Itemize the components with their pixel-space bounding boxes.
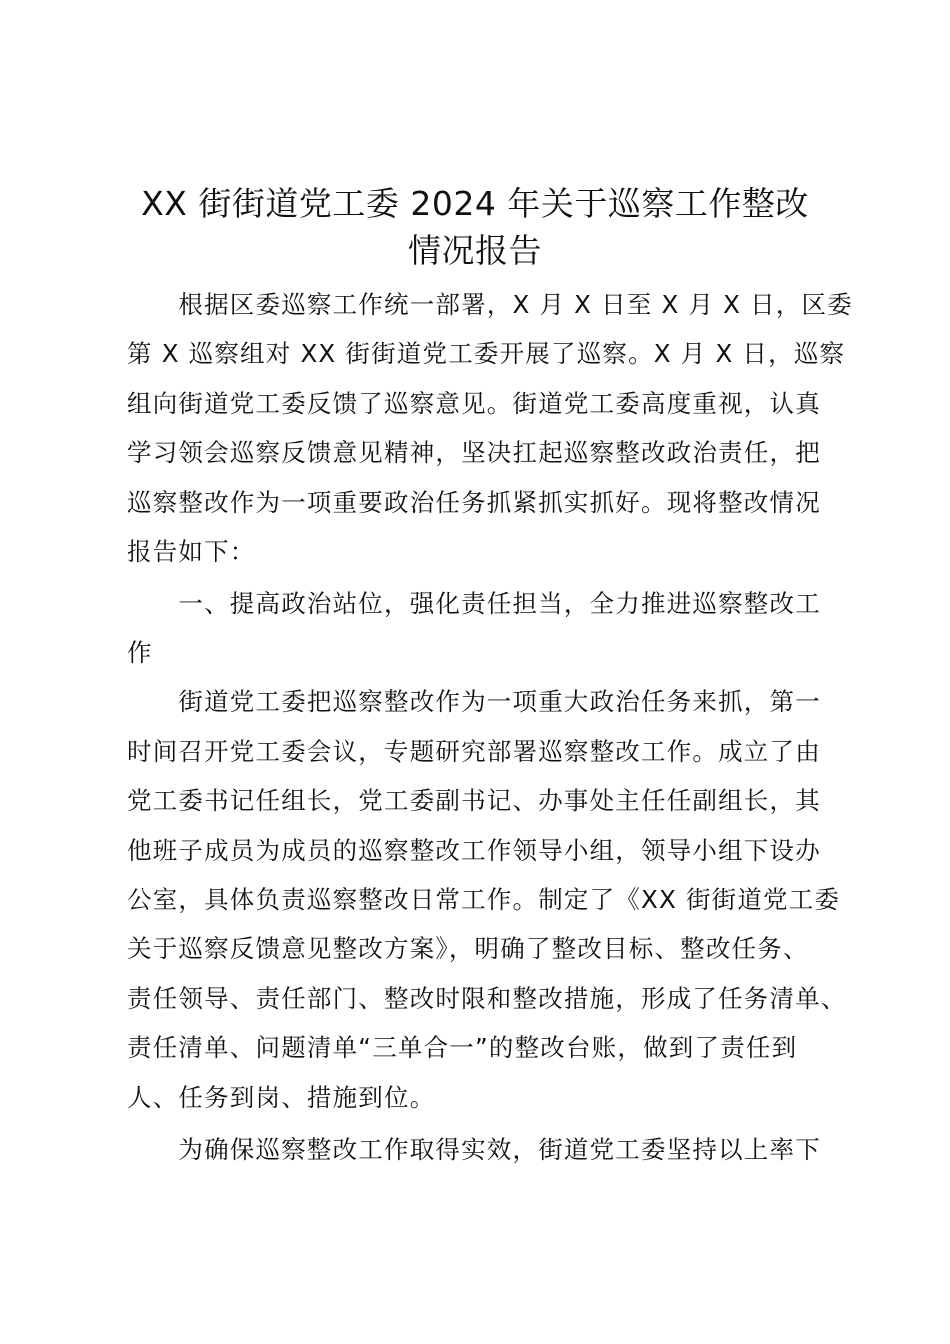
body-line-5: 巡察整改作为一项重要政治任务抓紧抓实抓好。现将整改情况 (127, 488, 821, 517)
body-line-11: 公室，具体负责巡察整改日常工作。制定了《XX 街街道党工委 (127, 885, 841, 914)
body-line-9: 党工委书记任组长，党工委副书记、办事处主任任副组长，其 (127, 786, 821, 815)
body-line-6: 报告如下： (127, 537, 256, 566)
body-line-7: 街道党工委把巡察整改作为一项重大政治任务来抓，第一 (127, 687, 821, 716)
body-line-3: 组向街道党工委反馈了巡察意见。街道党工委高度重视，认真 (127, 389, 821, 418)
body-line-10: 他班子成员为成员的巡察整改工作领导小组，领导小组下设办 (127, 836, 821, 865)
document-title (100, 180, 850, 274)
body-line-1: 根据区委巡察工作统一部署，X 月 X 日至 X 月 X 日，区委 (127, 290, 853, 319)
body-line-2: 第 X 巡察组对 XX 街街道党工委开展了巡察。X 月 X 日，巡察 (127, 339, 846, 368)
section-heading-line-1: 一、提高政治站位，强化责任担当，全力推进巡察整改工 (127, 589, 821, 618)
section-heading-line-2: 作 (127, 638, 153, 667)
title-line-1: XX 街街道党工委 2024 年关于巡察工作整改 (141, 184, 809, 223)
body-line-15: 人、任务到岗、措施到位。 (127, 1083, 436, 1112)
body-line-16: 为确保巡察整改工作取得实效，街道党工委坚持以上率下 (127, 1135, 821, 1164)
body-line-13: 责任领导、责任部门、整改时限和整改措施，形成了任务清单、 (127, 984, 847, 1013)
body-line-8: 时间召开党工委会议，专题研究部署巡察整改工作。成立了由 (127, 737, 821, 766)
body-line-12: 关于巡察反馈意见整改方案》，明确了整改目标、整改任务、 (127, 934, 809, 963)
title-line-2: 情况报告 (408, 231, 542, 270)
body-line-14: 责任清单、问题清单“三单合一”的整改台账，做到了责任到 (127, 1033, 798, 1062)
body-line-4: 学习领会巡察反馈意见精神，坚决扛起巡察整改政治责任，把 (127, 438, 821, 467)
